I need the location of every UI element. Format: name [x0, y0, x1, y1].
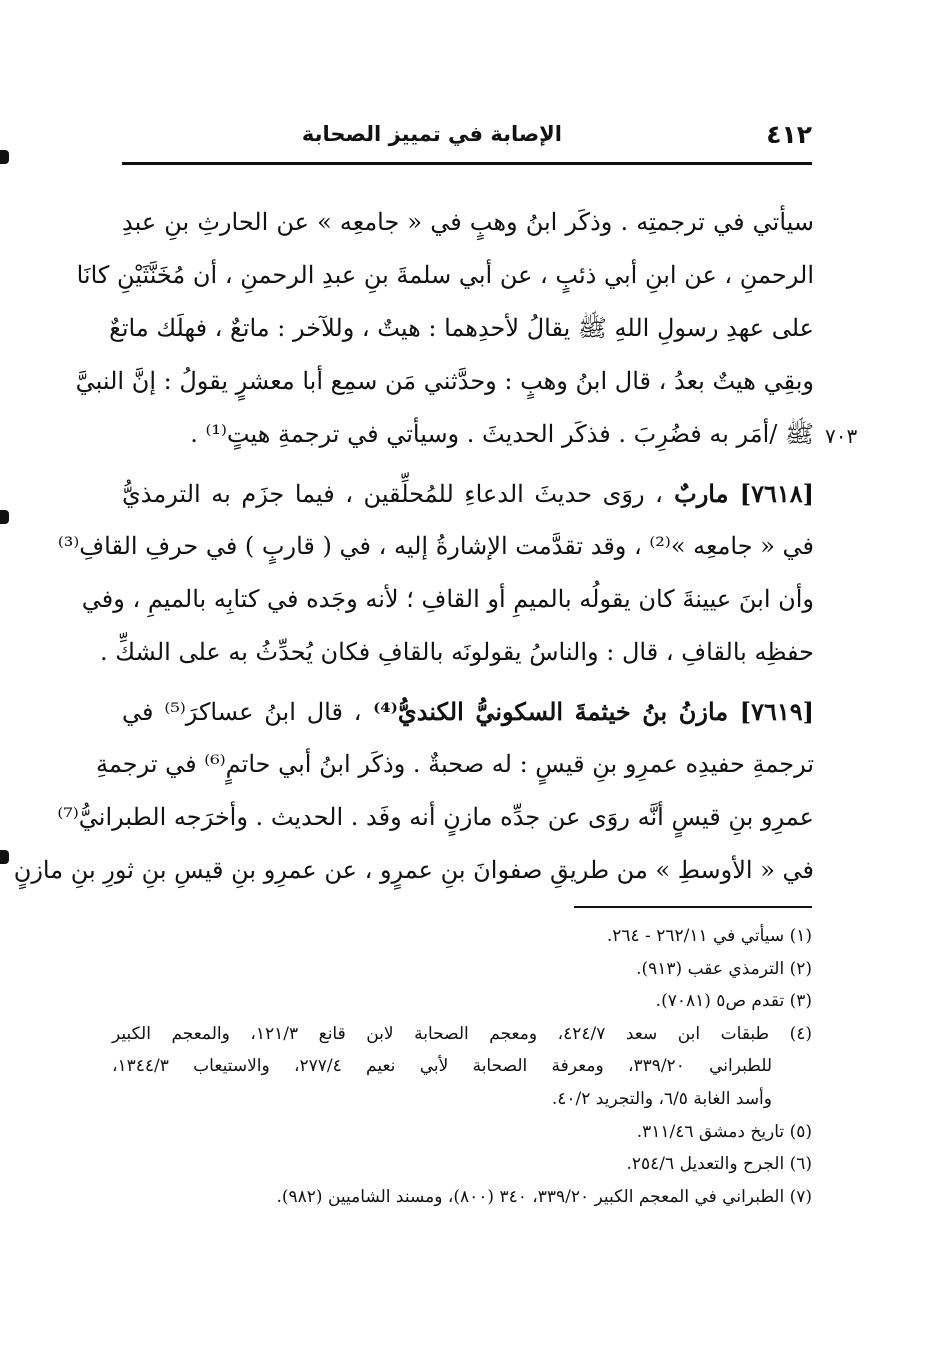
page-number: ٤١٢ — [766, 120, 812, 149]
text-line: وبقِي هيتٌ بعدُ ، قال ابنُ وهبٍ : وحدَّثني مَن سمِع أبا معشرٍ يقولُ : إنَّ النبيَّ — [75, 367, 814, 395]
entry-7619-heading-line: [٧٦١٩] مازنُ بنُ خيثمةَ السكونيُّ الكنديُّ⁽⁴⁾ ، قال ابنُ عساكرَ⁽⁵⁾ في — [122, 697, 815, 726]
running-title: الإصابة في تمييز الصحابة — [301, 122, 562, 146]
main-text — [13, 196, 815, 897]
text-line: في « الأوسطِ » من طريقِ صفوانَ بنِ عمرٍو ، عن عمرِو بنِ قيسِ بنِ ثورِ بنِ مازنٍ — [13, 856, 814, 884]
footnote: (٤) طبقات ابن سعد ٤٢٤/٧، ومعجم الصحابة لابن قانع ١٢١/٣، والمعجم الكبير — [112, 1023, 812, 1044]
text-line: ﷺ /أمَر به فضُرِبَ . فذكَر الحديثَ . وسيأتي في ترجمةِ هيتٍ⁽¹⁾ . — [190, 420, 814, 448]
footnote: (٦) الجرح والتعديل ٢٥٤/٦. — [626, 1154, 812, 1175]
page-header — [122, 118, 812, 162]
entry-7618-heading-line: [٧٦١٨] ماربٌ ، روَى حديثَ الدعاءِ للمُحلِّقين ، فيما جزَم به الترمذيُّ — [122, 479, 814, 508]
footnote: (٢) الترمذي عقب (٩١٣). — [636, 958, 812, 979]
text-line: الرحمنِ ، عن ابنِ أبي ذئبٍ ، عن أبي سلمةَ بنِ عبدِ الرحمنِ ، أن مُخَنَّثَيْنِ كانَا — [76, 261, 814, 289]
margin-page-reference: ٧٠٣ — [825, 424, 858, 448]
text-line: وأن ابنَ عيينةَ كان يقولُه بالميمِ أو القافِ ؛ لأنه وجَده في كتابِه بالميمِ ، وفي — [81, 585, 814, 613]
footnote-continuation: وأسد الغابة ٦/٥، والتجريد ٤٠/٢. — [551, 1088, 772, 1109]
entry-heading: [٧٦١٩] مازنُ بنُ خيثمةَ السكونيُّ الكنديُّ⁽⁴⁾ — [361, 697, 815, 726]
scan-mark — [0, 150, 9, 164]
footnote: (٣) تقدم ص٥ (٧٠٨١). — [655, 991, 812, 1012]
scan-mark — [0, 850, 9, 864]
header-rule — [122, 162, 812, 165]
text-line: حفظِه بالقافِ ، قال : والناسُ يقولونَه بالقافِ فكان يُحدِّثُ به على الشكِّ . — [99, 638, 814, 666]
scan-mark — [0, 510, 9, 524]
footnote: (٧) الطبراني في المعجم الكبير ٣٣٩/٢٠، ٣٤٠ (٨٠٠)، ومسند الشاميين (٩٨٢). — [276, 1186, 812, 1207]
text-line: ترجمةِ حفيدِه عمرِو بنِ قيسٍ : له صحبةٌ . وذكَر ابنُ أبي حاتمٍ⁽⁶⁾ في ترجمةِ — [96, 750, 814, 778]
text-line: على عهدِ رسولِ اللهِ ﷺ يقالُ لأحدِهما : هيتٌ ، وللآخر : ماتعٌ ، فهلَك ماتعٌ — [109, 314, 814, 342]
footnote-continuation: للطبراني ٣٣٩/٢٠، ومعرفة الصحابة لأبي نعيم ٢٧٧/٤، والاستيعاب ١٣٤٤/٣، — [112, 1056, 773, 1077]
footnote: (٥) تاريخ دمشق ٣١١/٤٦. — [636, 1121, 812, 1142]
text-line: عمرِو بنِ قيسٍ أنَّه روَى عن جدِّه مازنٍ أنه وفَد . الحديث . وأخرَجه الطبرانيُّ⁽⁷⁾ — [57, 803, 814, 831]
footnote: (١) سيأتي في ٢٦٢/١١ - ٢٦٤. — [606, 926, 812, 946]
text-line: في « جامعِه »⁽²⁾ ، وقد تقدَّمت الإشارةُ إليه ، في ( قاربٍ ) في حرفِ القافِ⁽³⁾ — [57, 532, 814, 560]
footnotes — [112, 920, 812, 1213]
text-line: سيأتي في ترجمتِه . وذكَر ابنُ وهبٍ في « جامعِه » عن الحارثِ بنِ عبدِ — [122, 208, 814, 236]
entry-heading: [٧٦١٨] ماربٌ — [662, 479, 814, 508]
footnote-rule — [574, 906, 812, 908]
